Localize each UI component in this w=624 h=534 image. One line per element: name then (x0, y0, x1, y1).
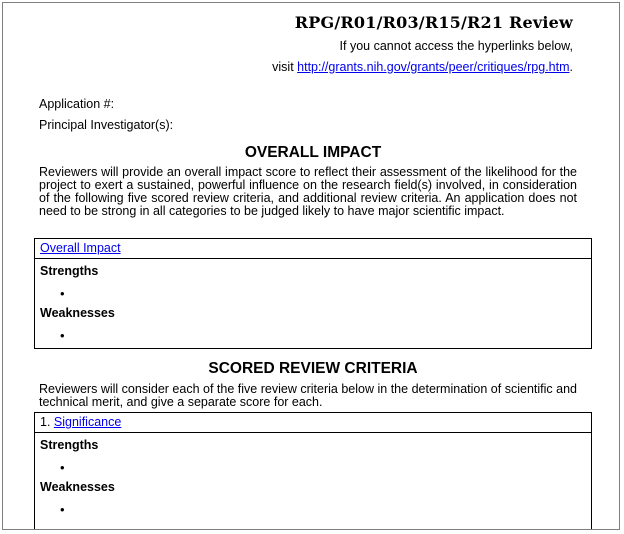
significance-strengths-bullet[interactable]: • (60, 460, 65, 475)
significance-weaknesses-label: Weaknesses (40, 480, 115, 494)
significance-weaknesses-bullet[interactable]: • (60, 502, 65, 517)
overall-impact-paragraph: Reviewers will provide an overall impact score to reflect their assessment of the likelihood for the project to exert a sustained, powerful influence on the research field(s) involved, in consideration of the following five scored review criteria, and additional review criteria. An application does not need to be strong in all categories to be judged likely to have major scientific impact. (39, 165, 577, 218)
overall-impact-box-header (35, 239, 591, 259)
scored-review-paragraph: Reviewers will consider each of the five review criteria below in the determination of scientific and technical merit, and give a separate score for each. (39, 382, 577, 409)
significance-strengths-label: Strengths (40, 438, 99, 452)
overall-impact-link[interactable]: Overall Impact (40, 241, 121, 255)
hyperlink-line (272, 60, 573, 74)
criterion-number: 1. (40, 415, 54, 429)
document-title: RPG/R01/R03/R15/R21 Review (294, 13, 573, 32)
overall-impact-heading: OVERALL IMPACT (244, 144, 382, 161)
significance-box-header (35, 413, 591, 433)
scored-review-heading: SCORED REVIEW CRITERIA (208, 360, 418, 377)
visit-prefix: visit (272, 60, 298, 74)
overall-strengths-bullet[interactable]: • (60, 286, 65, 301)
application-number-label: Application #: (39, 97, 115, 111)
overall-weaknesses-label: Weaknesses (40, 306, 115, 320)
hyperlink-note: If you cannot access the hyperlinks below, (339, 39, 573, 53)
overall-strengths-label: Strengths (40, 264, 99, 278)
url-suffix: . (569, 60, 573, 74)
document-page (2, 2, 620, 530)
principal-investigator-label: Principal Investigator(s): (39, 118, 174, 132)
overall-impact-box (34, 238, 592, 349)
overall-weaknesses-bullet[interactable]: • (60, 328, 65, 343)
critiques-url-link[interactable]: http://grants.nih.gov/grants/peer/critiques/rpg.htm (297, 60, 570, 74)
significance-box (34, 412, 592, 530)
significance-link[interactable]: Significance (53, 415, 122, 429)
